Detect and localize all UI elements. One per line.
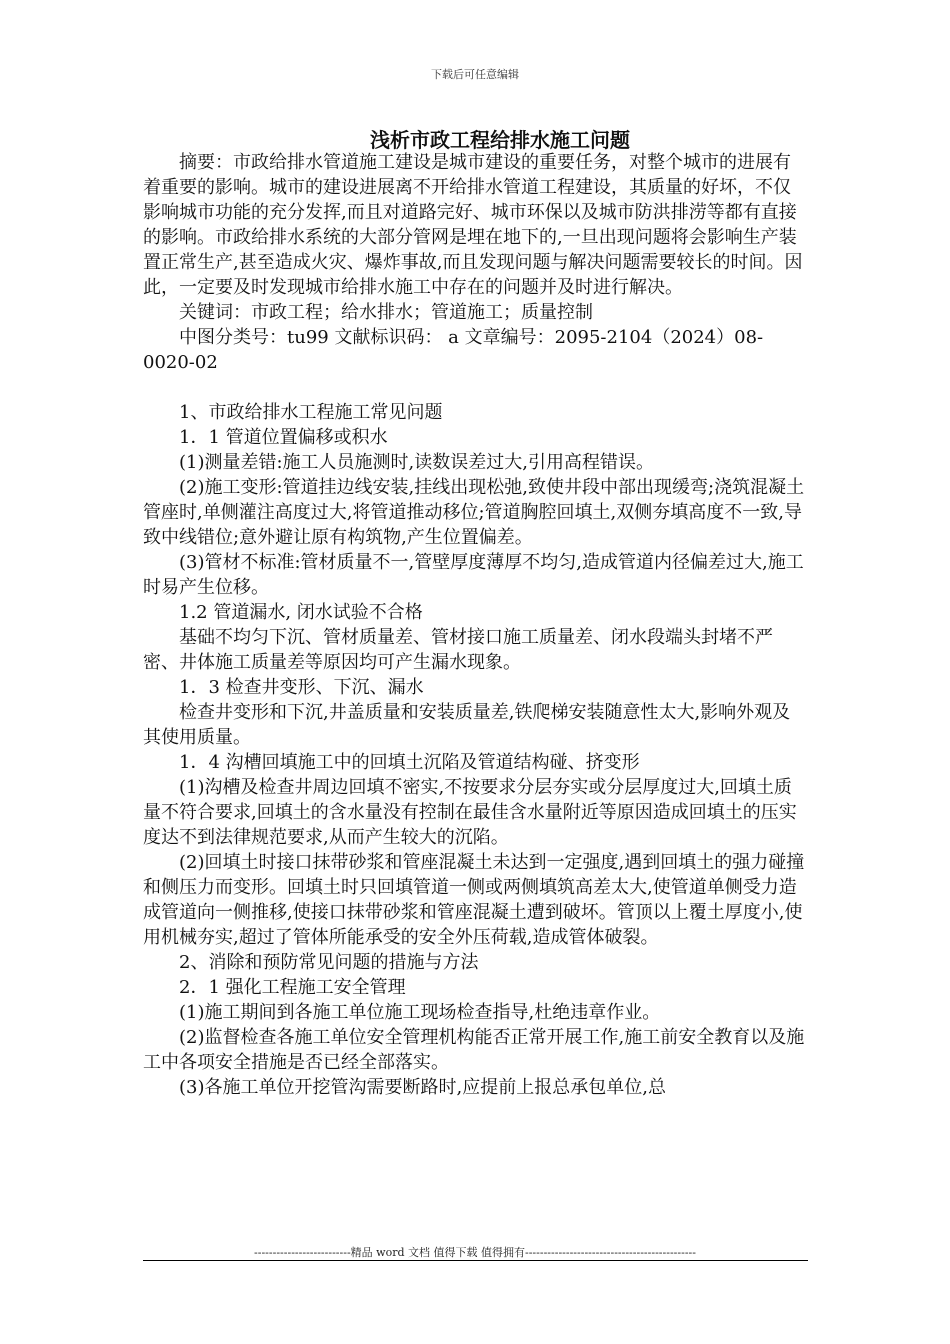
- subsection-heading: 2．1 强化工程施工安全管理: [179, 977, 406, 998]
- document-body: [143, 150, 808, 1100]
- document-title: 浅析市政工程给排水施工问题: [370, 128, 630, 152]
- keywords-line: 关键词：市政工程；给水排水；管道施工；质量控制: [179, 302, 593, 323]
- body-paragraph: (2)回填土时接口抹带砂浆和管座混凝土未达到一定强度,遇到回填土的强力碰撞和侧压力而变形。回填土时只回填管道一侧或两侧填筑高差太大,使管道单侧受力造成管道向一侧推移,使接口抹带砂浆和管座混凝土遭到破坏。管顶以上覆土厚度小,使用机械夯实,超过了管体所能承受的安全外压荷载,造成管体破裂。: [143, 852, 805, 948]
- subsection-heading: 1．1 管道位置偏移或积水: [179, 427, 388, 448]
- body-paragraph: (3)管材不标准:管材质量不一,管壁厚度薄厚不均匀,造成管道内径偏差过大,施工时易产生位移。: [143, 552, 804, 598]
- body-paragraph: (1)施工期间到各施工单位施工现场检查指导,杜绝违章作业。: [179, 1002, 661, 1023]
- page-footer: --------------------------精品 word 文档 值得下载 值得拥有----------------------------------------------: [254, 1246, 696, 1259]
- page-header: 下载后可任意编辑: [431, 68, 519, 81]
- body-paragraph: (1)沟槽及检查井周边回填不密实,不按要求分层夯实或分层厚度过大,回填土质量不符合要求,回填土的含水量没有控制在最佳含水量附近等原因造成回填土的压实度达不到法律规范要求,从而产生较大的沉陷。: [143, 777, 797, 848]
- abstract-paragraph: 摘要：市政给排水管道施工建设是城市建设的重要任务，对整个城市的进展有着重要的影响。城市的建设进展离不开给排水管道工程建设，其质量的好坏，不仅影响城市功能的充分发挥,而且对道路完好、城市环保以及城市防洪排涝等都有直接的影响。市政给排水系统的大部分管网是埋在地下的,一旦出现问题将会影响生产装置正常生产,甚至造成火灾、爆炸事故,而且发现问题与解决问题需要较长的时间。因此，一定要及时发现城市给排水施工中存在的问题并及时进行解决。: [143, 152, 803, 298]
- body-paragraph: 基础不均匀下沉、管材质量差、管材接口施工质量差、闭水段端头封堵不严密、井体施工质量差等原因均可产生漏水现象。: [143, 627, 773, 673]
- subsection-heading: 1．3 检查井变形、下沉、漏水: [179, 677, 424, 698]
- section-heading: 2、消除和预防常见问题的措施与方法: [179, 952, 479, 973]
- body-paragraph: (1)测量差错:施工人员施测时,读数误差过大,引用高程错误。: [179, 452, 655, 473]
- classification-line: 中图分类号：tu99 文献标识码： a 文章编号：2095-2104（2024）08-0020-02: [143, 327, 764, 373]
- section-heading: 1、市政给排水工程施工常见问题: [179, 402, 443, 423]
- footer-divider: [143, 1260, 808, 1261]
- body-paragraph: 检查井变形和下沉,井盖质量和安装质量差,铁爬梯安装随意性太大,影响外观及其使用质量。: [143, 702, 791, 748]
- body-paragraph: (3)各施工单位开挖管沟需要断路时,应提前上报总承包单位,总: [179, 1077, 666, 1098]
- body-paragraph: (2)监督检查各施工单位安全管理机构能否正常开展工作,施工前安全教育以及施工中各项安全措施是否已经全部落实。: [143, 1027, 805, 1073]
- subsection-heading: 1.2 管道漏水, 闭水试验不合格: [179, 602, 423, 623]
- blank-line: [143, 375, 808, 400]
- subsection-heading: 1．4 沟槽回填施工中的回填土沉陷及管道结构碰、挤变形: [179, 752, 640, 773]
- body-paragraph: (2)施工变形:管道挂边线安装,挂线出现松弛,致使井段中部出现缓弯;浇筑混凝土管座时,单侧灌注高度过大,将管道推动移位;管道胸腔回填土,双侧夯填高度不一致,导致中线错位;意外避让原有构筑物,产生位置偏差。: [143, 477, 805, 548]
